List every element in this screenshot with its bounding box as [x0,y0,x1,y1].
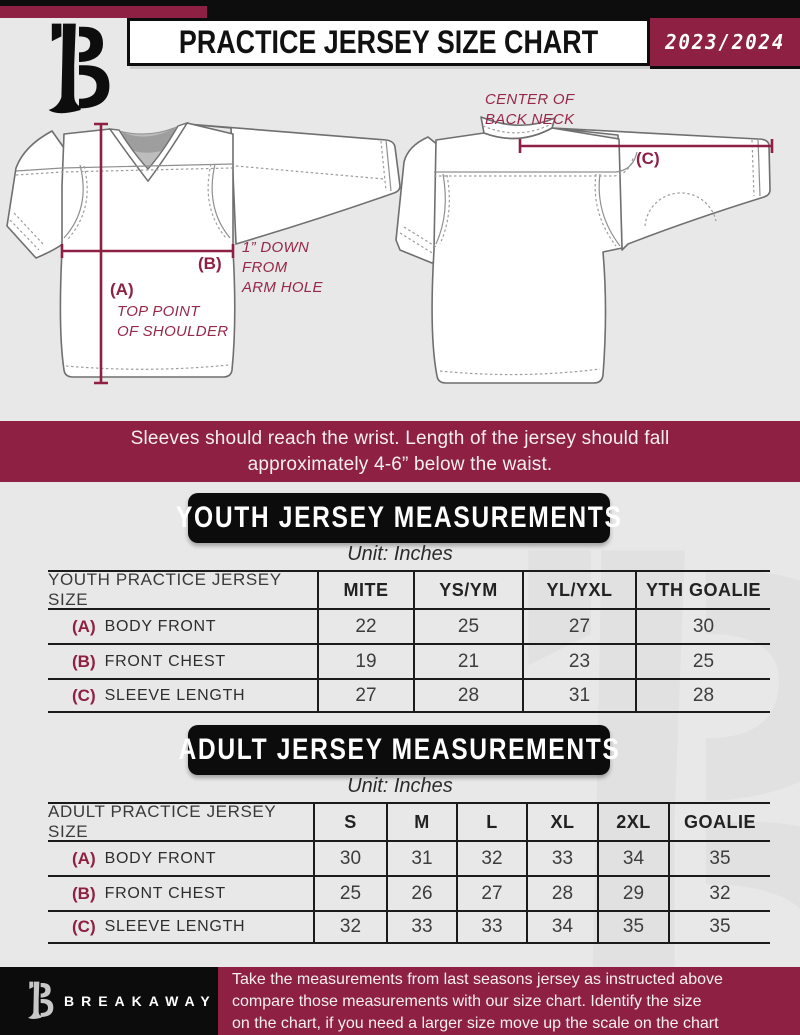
measure-name: BODY FRONT [104,849,217,867]
adult-table-header-goalie: GOALIE [668,802,770,840]
table-cell: 27 [522,608,635,643]
footer-note-line3: on the chart, if you need a larger size move up the scale on the chart [232,1015,719,1032]
measure-c-note-line1: CENTER OF [485,91,575,108]
measure-name: FRONT CHEST [104,652,226,670]
table-cell: 28 [413,678,522,713]
footer-note-line2: compare those measurements with our size chart. Identify the size [232,993,702,1010]
table-cell: 25 [635,643,770,678]
fit-note-line2: approximately 4-6” below the waist. [247,453,553,475]
measure-name: BODY FRONT [104,617,217,635]
table-cell: 31 [522,678,635,713]
footer-note-line1: Take the measurements from last seasons jersey as instructed above [232,971,723,988]
measure-name: FRONT CHEST [104,884,226,902]
header-top-strip-accent [0,6,207,18]
table-cell: 30 [635,608,770,643]
measure-c-note [485,90,574,130]
measure-c-note-line2: BACK NECK [485,111,575,128]
measure-b-note-line3: ARM HOLE [242,279,323,296]
season-badge [650,18,800,66]
adult-table-header-m: M [386,802,456,840]
youth-size-table [48,570,770,713]
table-cell: 27 [317,678,413,713]
youth-row-front-chest-label [48,643,317,678]
measure-key: (C) [72,917,96,936]
table-cell: 35 [668,910,770,944]
measure-a-note-line2: OF SHOULDER [117,323,229,340]
youth-table-header-ysym: YS/YM [413,570,522,608]
adult-table-header-size: ADULT PRACTICE JERSEY SIZE [48,802,313,840]
table-cell: 33 [526,840,597,875]
adult-row-body-front-label [48,840,313,875]
table-cell: 30 [313,840,386,875]
youth-table-header-goalie: YTH GOALIE [635,570,770,608]
measure-a-note [117,302,228,342]
table-cell: 34 [526,910,597,944]
measure-b-label: (B) [198,254,222,273]
jersey-diagrams [0,64,800,424]
measure-b-note [242,238,323,298]
table-cell: 22 [317,608,413,643]
table-cell: 25 [313,875,386,910]
table-cell: 26 [386,875,456,910]
measure-key: (C) [72,685,96,705]
measure-b-note-line1: 1” DOWN [242,239,310,256]
table-cell: 28 [635,678,770,713]
fit-note-line1: Sleeves should reach the wrist. Length of the jersey should fall [130,427,670,449]
page-title-box [127,18,650,66]
measure-name: SLEEVE LENGTH [104,918,246,935]
measure-key: (A) [72,848,96,868]
measure-name: SLEEVE LENGTH [104,686,246,704]
adult-row-front-chest-label [48,875,313,910]
adult-unit-label: Unit: Inches [347,775,453,797]
adult-size-table [48,802,770,944]
table-cell: 23 [522,643,635,678]
table-cell: 27 [456,875,526,910]
table-cell: 34 [597,840,668,875]
fit-note-banner [0,421,800,482]
youth-table-header-mite: MITE [317,570,413,608]
table-cell: 32 [668,875,770,910]
measure-c-label: (C) [636,149,660,168]
youth-row-body-front-label [48,608,317,643]
youth-section-title: YOUTH JERSEY MEASUREMENTS [175,501,623,534]
table-cell: 28 [526,875,597,910]
season-label: 2023/2024 [664,30,786,54]
table-cell: 21 [413,643,522,678]
measure-a-label: (A) [110,280,134,299]
youth-row-sleeve-length-label [48,678,317,713]
measure-a-note-line1: TOP POINT [117,303,200,320]
measure-key: (B) [72,883,96,903]
measure-key: (A) [72,616,96,636]
measure-b-note-line2: FROM [242,259,288,276]
adult-row-sleeve-length-label [48,910,313,944]
youth-table-header-ylyxl: YL/YXL [522,570,635,608]
adult-section-header [178,725,620,775]
adult-table-header-s: S [313,802,386,840]
table-cell: 35 [668,840,770,875]
table-cell: 35 [597,910,668,944]
adult-table-header-xl: XL [526,802,597,840]
table-cell: 19 [317,643,413,678]
page-title: PRACTICE JERSEY SIZE CHART [178,23,599,60]
adult-section-title: ADULT JERSEY MEASUREMENTS [178,733,620,766]
table-cell: 33 [386,910,456,944]
footer-note [218,967,800,1035]
measure-key: (B) [72,651,96,671]
table-cell: 31 [386,840,456,875]
footer-brand-name: BREAKAWAY [64,993,217,1009]
youth-section-header [175,493,623,543]
table-cell: 32 [313,910,386,944]
adult-table-header-2xl: 2XL [597,802,668,840]
youth-table-header-size: YOUTH PRACTICE JERSEY SIZE [48,570,317,608]
table-cell: 29 [597,875,668,910]
youth-unit-label: Unit: Inches [347,543,453,565]
table-cell: 33 [456,910,526,944]
adult-table-header-l: L [456,802,526,840]
breakaway-footer-logo-icon [24,980,54,1022]
table-cell: 32 [456,840,526,875]
table-cell: 25 [413,608,522,643]
